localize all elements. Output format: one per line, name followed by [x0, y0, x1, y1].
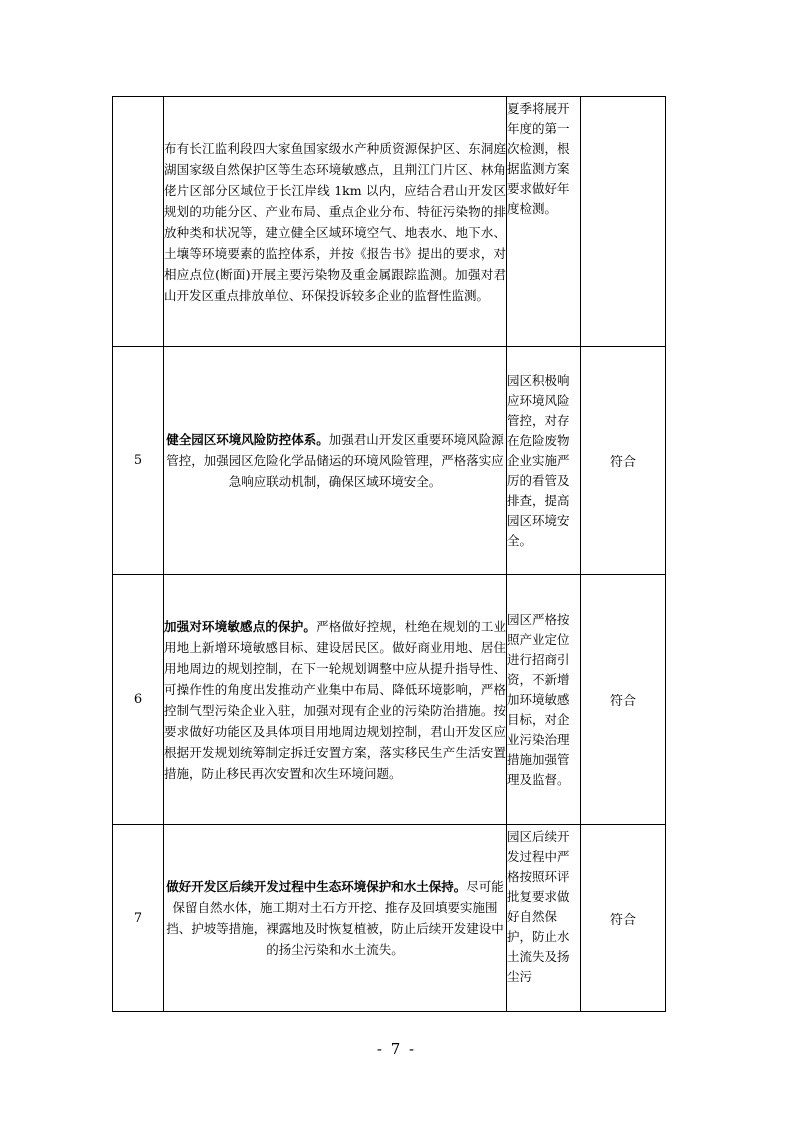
table-row: [113, 575, 666, 825]
requirement-cell: [164, 347, 507, 575]
implementation-status: 夏季将展开年度的第一次检测，根据监测方案要求做好年度检测。: [507, 97, 581, 347]
requirement-cell: [164, 575, 507, 825]
implementation-status: 园区严格按照产业定位进行招商引资，不新增加环境敏感目标，对企业污染治理措施加强管理及监督。: [507, 575, 581, 825]
row-number: 5: [113, 347, 164, 575]
compliance-result: 符合: [581, 825, 666, 1012]
requirement-title: 健全园区环境风险防控体系。: [166, 432, 329, 447]
implementation-status: 园区积极响应环境风险管控，对存在危险废物企业实施严厉的看管及排查，提高园区环境安全。: [507, 347, 581, 575]
table-row: [113, 825, 666, 1012]
requirement-text: 严格做好控规，杜绝在规划的工业用地上新增环境敏感目标、建设居民区。做好商业用地、居住用地周边的规划控制，在下一轮规划调整中应从提升指导性、可操作性的角度出发推动产业集中布局、降低环境影响，严格控制气型污染企业入驻，加强对现有企业的污染防治措施。按要求做好功能区及具体项目用地周边规划控制，君山开发区应根据开发规划统筹制定拆迁安置方案，落实移民生产生活安置措施，防止移民再次安置和次生环境问题。: [164, 618, 506, 781]
requirement-cell: [164, 825, 507, 1012]
row-number: 7: [113, 825, 164, 1012]
compliance-table: [112, 96, 666, 1012]
table-row: [113, 347, 666, 575]
row-number: [113, 97, 164, 347]
requirement-title: 做好开发区后续开发过程中生态环境保护和水土保持。: [166, 879, 467, 894]
row-number: 6: [113, 575, 164, 825]
requirement-text: 尽可能保留自然水体，施工期对土石方开挖、推存及回填要实施围挡、护坡等措施，裸露地及时恢复植被，防止后续开发建设中的扬尘污染和水土流失。: [166, 879, 504, 957]
page-number: - 7 -: [376, 1040, 417, 1058]
requirement-text: 布有长江监利段四大家鱼国家级水产种质资源保护区、东洞庭湖国家级自然保护区等生态环境敏感点，且荆江门片区、林角佬片区部分区域位于长江岸线 1km 以内，应结合君山开发区规划的功能分区、产业布局、重点企业分布、特征污染物的排放种类和状况等，建立健全区域环境空气、地表水、地下水、土壤等环境要素的监控体系，并按《报告书》提出的要求，对相应点位(断面)开展主要污染物及重金属跟踪监测。加强对君山开发区重点排放单位、环保投诉较多企业的监督性监测。: [164, 140, 506, 303]
compliance-result: 符合: [581, 575, 666, 825]
requirement-text: 加强君山开发区重要环境风险源管控，加强园区危险化学品储运的环境风险管理，严格落实应急响应联动机制，确保区域环境安全。: [166, 432, 504, 489]
implementation-status: 园区后续开发过程中严格按照环评批复要求做好自然保护，防止水土流失及扬尘污: [507, 825, 581, 1012]
compliance-result: 符合: [581, 347, 666, 575]
requirement-cell: [164, 97, 507, 347]
requirement-title: 加强对环境敏感点的保护。: [164, 618, 317, 634]
table-row: [113, 97, 666, 347]
compliance-result: [581, 97, 666, 347]
